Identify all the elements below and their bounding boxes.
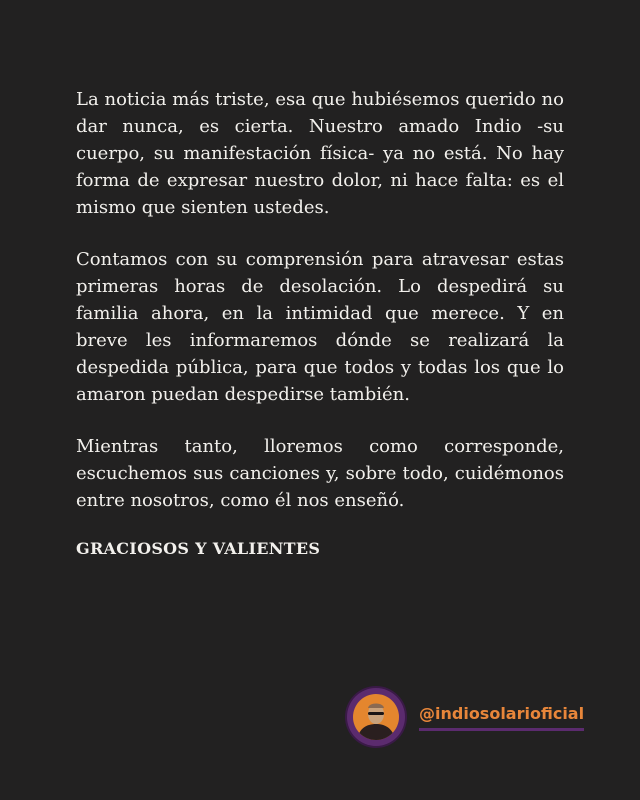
- account-handle[interactable]: @indiosolarioficial: [419, 703, 585, 723]
- signature: GRACIOSOS Y VALIENTES: [76, 539, 321, 558]
- avatar[interactable]: [347, 688, 405, 746]
- statement-paragraph-2: Contamos con su comprensión para atravesar estas primeras horas de desolación. Lo despedirá su familia ahora, en la intimidad que merece. Y en breve les informaremos dónde se realizará la despedida pública, para que todos y todas los que lo amaron puedan despedirse también.: [76, 249, 564, 405]
- statement: [76, 86, 564, 558]
- portrait-avatar-icon: [353, 694, 399, 740]
- statement-paragraph-3: Mientras tanto, lloremos como corresponde, escuchemos sus canciones y, sobre todo, cuidémonos entre nosotros, como él nos enseñó.: [76, 436, 564, 511]
- statement-paragraph-1: La noticia más triste, esa que hubiésemos querido no dar nunca, es cierta. Nuestro amado Indio -su cuerpo, su manifestación física- ya no está. No hay forma de expresar nuestro dolor, ni hace falta: es el mismo que sienten ustedes.: [76, 89, 564, 218]
- account-footer: [347, 688, 584, 746]
- handle-underline: [419, 704, 584, 731]
